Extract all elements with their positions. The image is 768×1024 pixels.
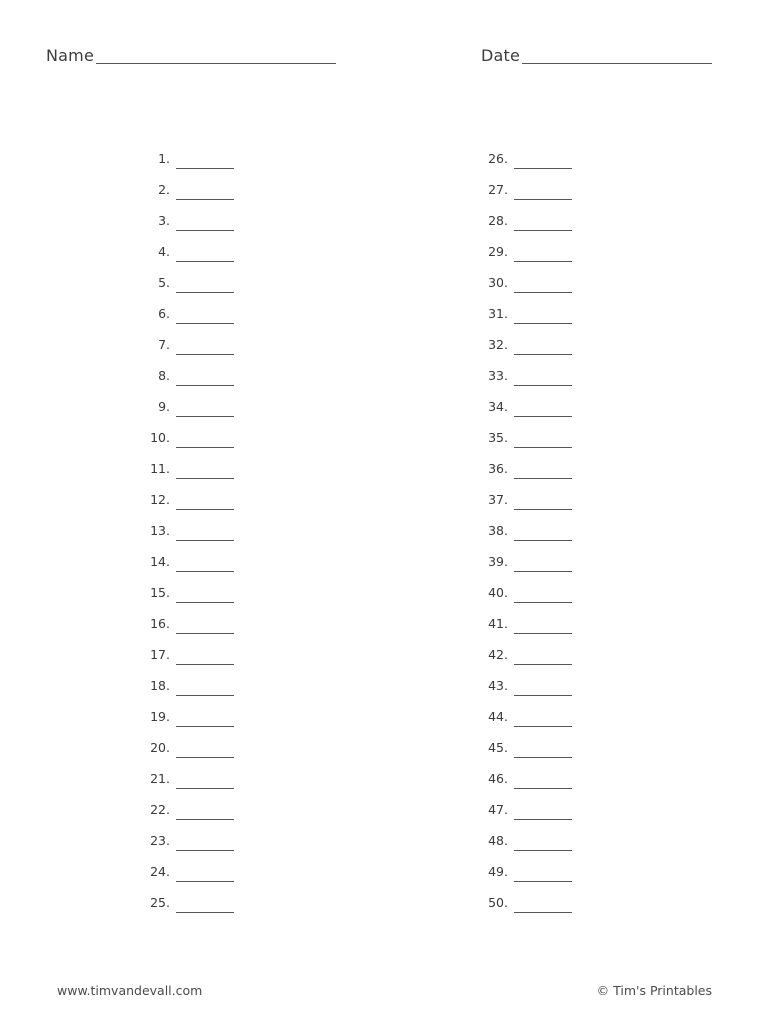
answer-blank[interactable] (514, 509, 572, 510)
answer-blank[interactable] (514, 788, 572, 789)
answer-row (140, 396, 260, 427)
answer-row (478, 737, 598, 768)
answer-blank[interactable] (176, 354, 234, 355)
answer-number: 34. (488, 399, 508, 414)
date-field[interactable] (481, 46, 712, 66)
footer-website: www.timvandevall.com (57, 983, 203, 998)
answer-number: 21. (150, 771, 170, 786)
answer-blank[interactable] (514, 416, 572, 417)
answer-row (478, 675, 598, 706)
answer-row (478, 520, 598, 551)
answer-number: 16. (150, 616, 170, 631)
answer-blank[interactable] (176, 230, 234, 231)
answer-row (140, 799, 260, 830)
answer-column-left (140, 148, 260, 923)
answer-row (478, 179, 598, 210)
answer-blank[interactable] (176, 695, 234, 696)
answer-blank[interactable] (176, 757, 234, 758)
answer-number: 4. (158, 244, 170, 259)
answer-row (140, 365, 260, 396)
answer-number: 17. (150, 647, 170, 662)
answer-blank[interactable] (514, 323, 572, 324)
answer-number: 41. (488, 616, 508, 631)
answer-blank[interactable] (176, 664, 234, 665)
answer-blank[interactable] (514, 695, 572, 696)
answer-number: 45. (488, 740, 508, 755)
answer-row (140, 613, 260, 644)
answer-number: 29. (488, 244, 508, 259)
answer-number: 10. (150, 430, 170, 445)
answer-blank[interactable] (514, 447, 572, 448)
answer-blank[interactable] (514, 230, 572, 231)
answer-blank[interactable] (514, 199, 572, 200)
answer-number: 48. (488, 833, 508, 848)
answer-number: 40. (488, 585, 508, 600)
name-label: Name (46, 46, 95, 65)
answer-number: 43. (488, 678, 508, 693)
answer-number: 19. (150, 709, 170, 724)
answer-blank[interactable] (176, 571, 234, 572)
answer-blank[interactable] (514, 385, 572, 386)
answer-row (478, 396, 598, 427)
answer-number: 24. (150, 864, 170, 879)
answer-row (478, 861, 598, 892)
answer-number: 33. (488, 368, 508, 383)
answer-row (478, 706, 598, 737)
answer-number: 27. (488, 182, 508, 197)
answer-row (140, 427, 260, 458)
answer-number: 49. (488, 864, 508, 879)
answer-number: 11. (150, 461, 170, 476)
answer-number: 15. (150, 585, 170, 600)
answer-row (478, 892, 598, 923)
answer-blank[interactable] (514, 571, 572, 572)
answer-number: 31. (488, 306, 508, 321)
answer-row (478, 334, 598, 365)
answer-number: 32. (488, 337, 508, 352)
answer-number: 14. (150, 554, 170, 569)
answer-blank[interactable] (176, 726, 234, 727)
answer-blank[interactable] (514, 261, 572, 262)
answer-blank[interactable] (514, 354, 572, 355)
answer-column-right (478, 148, 598, 923)
answer-row (140, 241, 260, 272)
answer-number: 3. (158, 213, 170, 228)
answer-number: 13. (150, 523, 170, 538)
answer-blank[interactable] (514, 819, 572, 820)
answer-number: 39. (488, 554, 508, 569)
date-line[interactable] (522, 63, 712, 64)
answer-number: 46. (488, 771, 508, 786)
answer-number: 12. (150, 492, 170, 507)
answer-number: 36. (488, 461, 508, 476)
answer-row (140, 768, 260, 799)
answer-blank[interactable] (514, 881, 572, 882)
answer-number: 37. (488, 492, 508, 507)
answer-number: 50. (488, 895, 508, 910)
answer-row (140, 861, 260, 892)
answer-row (478, 830, 598, 861)
answer-number: 22. (150, 802, 170, 817)
answer-blank[interactable] (176, 850, 234, 851)
answer-blank[interactable] (176, 881, 234, 882)
answer-blank[interactable] (176, 261, 234, 262)
answer-row (140, 303, 260, 334)
answer-row (140, 148, 260, 179)
answer-row (478, 241, 598, 272)
answer-blank[interactable] (176, 509, 234, 510)
date-label: Date (481, 46, 521, 65)
answer-row (478, 551, 598, 582)
answer-row (140, 582, 260, 613)
answer-row (478, 303, 598, 334)
answer-number: 42. (488, 647, 508, 662)
answer-row (478, 148, 598, 179)
answer-row (140, 179, 260, 210)
answer-blank[interactable] (514, 602, 572, 603)
answer-blank[interactable] (176, 416, 234, 417)
answer-row (478, 582, 598, 613)
answer-blank[interactable] (514, 478, 572, 479)
answer-row (478, 427, 598, 458)
answer-row (140, 210, 260, 241)
answer-number: 20. (150, 740, 170, 755)
answer-row (140, 520, 260, 551)
answer-row (478, 613, 598, 644)
answer-blank[interactable] (176, 199, 234, 200)
answer-row (478, 272, 598, 303)
answer-blank[interactable] (176, 323, 234, 324)
answer-row (478, 644, 598, 675)
answer-number: 7. (158, 337, 170, 352)
answer-row (478, 458, 598, 489)
answer-row (140, 458, 260, 489)
answer-blank[interactable] (176, 478, 234, 479)
answer-number: 26. (488, 151, 508, 166)
answer-blank[interactable] (176, 602, 234, 603)
answer-blank[interactable] (514, 633, 572, 634)
answer-blank[interactable] (514, 726, 572, 727)
answer-row (478, 768, 598, 799)
answer-row (140, 334, 260, 365)
answer-row (140, 737, 260, 768)
answer-blank[interactable] (514, 540, 572, 541)
answer-row (140, 830, 260, 861)
answer-blank[interactable] (514, 912, 572, 913)
answer-blank[interactable] (514, 292, 572, 293)
answer-row (478, 210, 598, 241)
answer-number: 5. (158, 275, 170, 290)
answer-row (140, 551, 260, 582)
answer-number: 44. (488, 709, 508, 724)
answer-number: 38. (488, 523, 508, 538)
answer-row (140, 706, 260, 737)
answer-blank[interactable] (176, 633, 234, 634)
answer-blank[interactable] (514, 168, 572, 169)
answer-number: 30. (488, 275, 508, 290)
answer-blank[interactable] (176, 540, 234, 541)
answer-blank[interactable] (514, 757, 572, 758)
answer-row (478, 489, 598, 520)
answer-number: 28. (488, 213, 508, 228)
answer-row (140, 892, 260, 923)
answer-row (478, 799, 598, 830)
answer-number: 18. (150, 678, 170, 693)
answer-blank[interactable] (176, 819, 234, 820)
answer-row (140, 644, 260, 675)
answer-number: 47. (488, 802, 508, 817)
answer-number: 35. (488, 430, 508, 445)
answer-blank[interactable] (176, 168, 234, 169)
answer-number: 8. (158, 368, 170, 383)
answer-blank[interactable] (514, 850, 572, 851)
answer-number: 2. (158, 182, 170, 197)
answer-row (140, 272, 260, 303)
answer-row (140, 675, 260, 706)
answer-number: 9. (158, 399, 170, 414)
answer-blank[interactable] (176, 788, 234, 789)
answer-number: 23. (150, 833, 170, 848)
answer-row (478, 365, 598, 396)
name-field[interactable] (46, 46, 336, 66)
footer-copyright: © Tim's Printables (596, 983, 712, 998)
answer-row (140, 489, 260, 520)
answer-blank[interactable] (176, 447, 234, 448)
answer-blank[interactable] (176, 292, 234, 293)
answer-blank[interactable] (176, 912, 234, 913)
answer-number: 6. (158, 306, 170, 321)
answer-number: 1. (158, 151, 170, 166)
name-line[interactable] (96, 63, 336, 64)
answer-blank[interactable] (514, 664, 572, 665)
answer-number: 25. (150, 895, 170, 910)
answer-blank[interactable] (176, 385, 234, 386)
